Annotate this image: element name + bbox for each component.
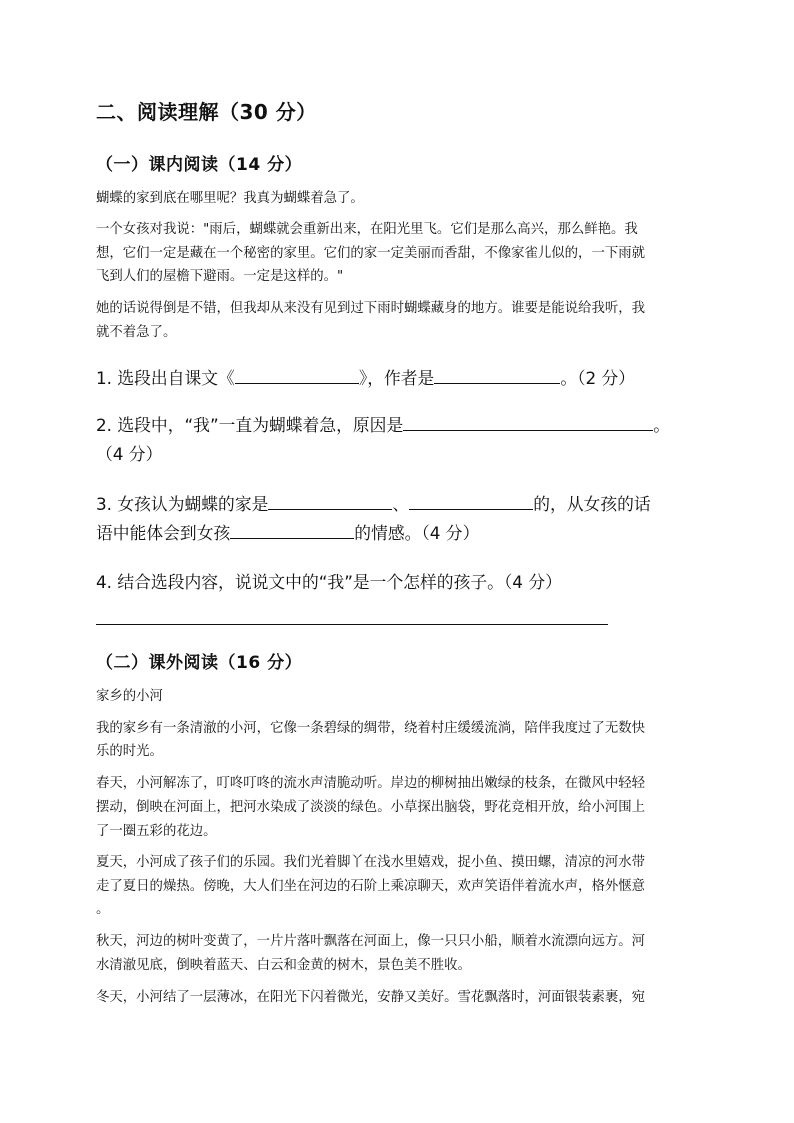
article-paragraph: 走了夏日的燥热。傍晚，大人们坐在河边的石阶上乘凉聊天，欢声笑语伴着流水声，格外惬意 (96, 879, 646, 894)
answer-blank[interactable] (235, 365, 359, 384)
article-paragraph: 冬天，小河结了一层薄冰，在阳光下闪着微光，安静又美好。雪花飘落时，河面银装素裹，宛 (96, 990, 646, 1005)
article-paragraph: 我的家乡有一条清澈的小河，它像一条碧绿的绸带，绕着村庄缓缓流淌，陪伴我度过了无数快 (96, 721, 646, 736)
answer-blank[interactable] (268, 491, 392, 510)
article-paragraph: 乐的时光。 (96, 744, 163, 759)
answer-blank[interactable] (409, 491, 533, 510)
part2-title: （二）课外阅读（16 分） (96, 653, 303, 673)
article-paragraph: 摆动，倒映在河面上，把河水染成了淡淡的绿色。小草探出脑袋，野花竞相开放，给小河围上 (96, 800, 646, 815)
article-paragraph: 水清澈见底，倒映着蓝天、白云和金黄的树木，景色美不胜收。 (96, 958, 471, 973)
section-title: 二、阅读理解（30 分） (96, 100, 317, 124)
part1-paragraph: 她的话说得倒是不错，但我却从来没有见到过下雨时蝴蝶藏身的地方。谁要是能说给我听，我 (96, 301, 646, 316)
article-paragraph: 夏天，小河成了孩子们的乐园。我们光着脚丫在浅水里嬉戏，捉小鱼、摸田螺，清凉的河水带 (96, 855, 646, 870)
part1-title: （一）课内阅读（14 分） (96, 155, 303, 175)
article-paragraph: 了一圈五彩的花边。 (96, 824, 217, 839)
article-paragraph: 秋天，河边的树叶变黄了，一片片落叶飘落在河面上，像一只只小船，顺着水流漂向远方。河 (96, 934, 646, 949)
question-3-cont: 语中能体会到女孩 的情感。（4 分） (96, 520, 479, 546)
question-2: 2. 选段中，“我”一直为蝴蝶着急，原因是 。 (96, 412, 670, 438)
part1-paragraph: 一个女孩对我说："雨后，蝴蝶就会重新出来，在阳光里飞。它们是那么高兴，那么鲜艳。我 (96, 222, 638, 237)
question-4: 4. 结合选段内容，说说文中的“我”是一个怎样的孩子。（4 分） (96, 572, 562, 592)
article-paragraph: 。 (96, 902, 110, 917)
part1-paragraph: 蝴蝶的家到底在哪里呢？我真为蝴蝶着急了。 (96, 191, 364, 206)
answer-blank[interactable] (403, 412, 653, 431)
article-paragraph: 春天，小河解冻了，叮咚叮咚的流水声清脆动听。岸边的柳树抽出嫩绿的枝条，在微风中轻轻 (96, 776, 646, 791)
part1-paragraph: 就不着急了。 (96, 325, 177, 340)
part1-paragraph: 飞到人们的屋檐下避雨。一定是这样的。" (96, 269, 344, 284)
answer-line[interactable] (96, 624, 608, 625)
question-1: 1. 选段出自课文《 》，作者是 。（2 分） (96, 365, 635, 391)
answer-blank[interactable] (230, 520, 354, 539)
question-2-score: （4 分） (96, 444, 163, 464)
article-title: 家乡的小河 (96, 689, 163, 704)
answer-blank[interactable] (434, 365, 560, 384)
part1-paragraph: 想，它们一定是藏在一个秘密的家里。它们的家一定美丽而香甜，不像家雀儿似的，一下雨就 (96, 246, 646, 261)
question-3: 3. 女孩认为蝴蝶的家是 、 的，从女孩的话 (96, 491, 651, 517)
